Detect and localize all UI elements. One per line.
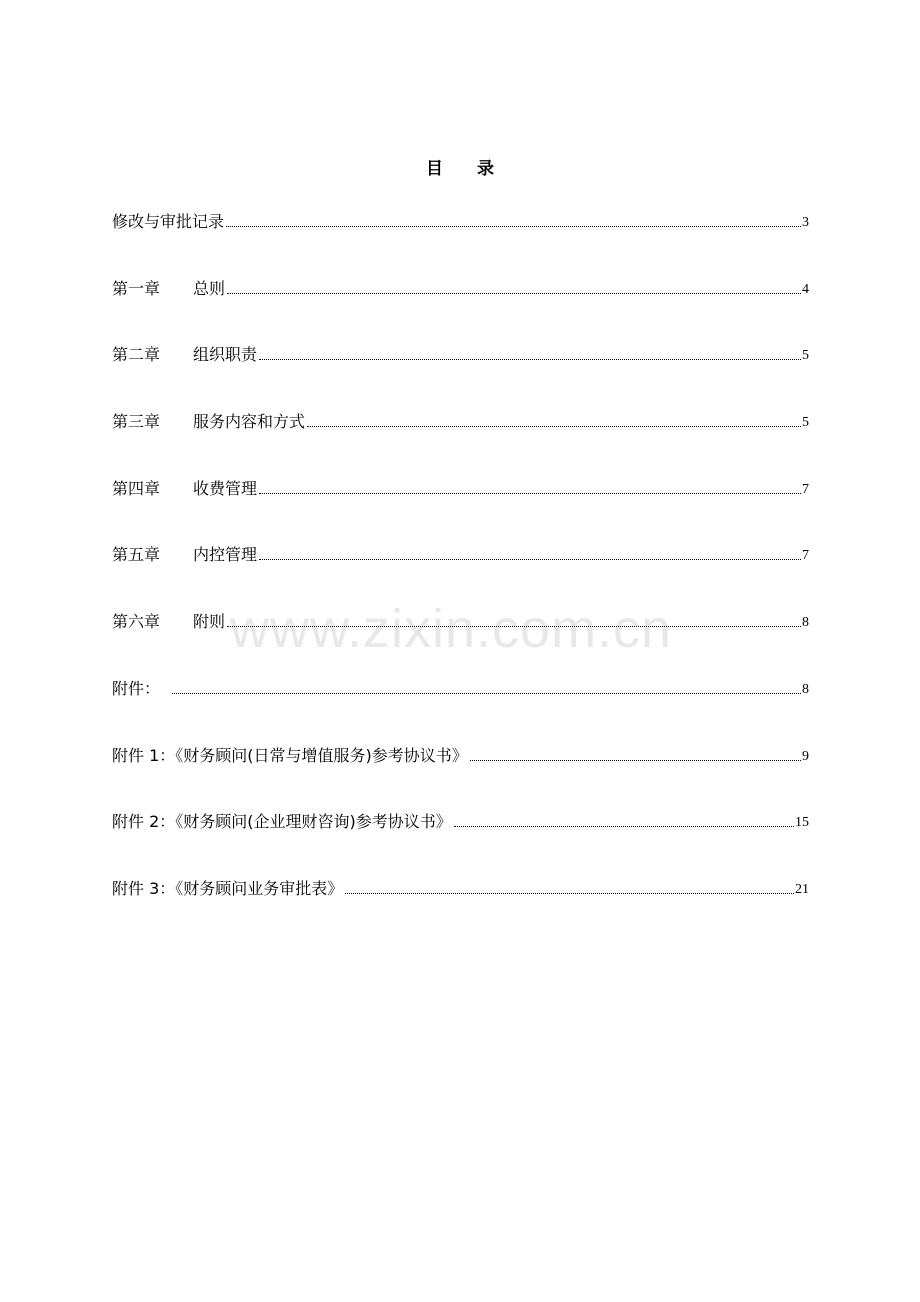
toc-page-number: 4	[802, 281, 809, 297]
toc-entry-chapter-2[interactable]	[112, 341, 809, 408]
toc-page-number: 15	[795, 815, 809, 831]
toc-entry-label	[112, 275, 225, 303]
toc-entry-title: 修改与审批记录	[112, 212, 225, 231]
toc-dot-leader	[227, 608, 801, 627]
toc-entry-title: 附件 3：《财务顾问业务审批表》	[112, 878, 344, 898]
toc-entry-chapter-4[interactable]	[112, 475, 809, 542]
toc-dot-leader	[172, 675, 801, 694]
toc-entry-appendix-2[interactable]	[112, 808, 809, 875]
toc-entry-appendices[interactable]	[112, 675, 809, 742]
toc-entry-label	[112, 341, 257, 369]
toc-page-number: 3	[802, 215, 809, 230]
toc-entry-chapter-1[interactable]	[112, 275, 809, 342]
toc-chapter-number: 第一章	[112, 278, 161, 298]
toc-entry-chapter-3[interactable]	[112, 408, 809, 475]
toc-entry-title: 收费管理	[193, 478, 258, 498]
toc-entry-label	[112, 475, 257, 503]
toc-dot-leader	[259, 475, 801, 494]
toc-entry-title: 附则	[193, 612, 226, 632]
toc-dot-leader	[227, 275, 801, 294]
toc-dot-leader	[307, 408, 801, 427]
toc-dot-leader	[259, 341, 801, 360]
toc-page-number: 7	[802, 548, 809, 564]
toc-entry-chapter-6[interactable]	[112, 608, 809, 675]
toc-entry-chapter-5[interactable]	[112, 541, 809, 608]
watermark-text: www.zixin.com.cn	[230, 599, 673, 659]
toc-title	[0, 154, 920, 179]
toc-entry-label	[112, 808, 452, 836]
toc-entry-title: 组织职责	[193, 345, 258, 365]
toc-page-number: 8	[802, 681, 809, 697]
toc-page-number: 7	[802, 481, 809, 497]
toc-title-part1: 目	[426, 159, 443, 179]
toc-entry-title: 服务内容和方式	[193, 412, 306, 432]
toc-dot-leader	[454, 808, 794, 827]
toc-chapter-number: 第六章	[112, 612, 161, 632]
toc-dot-leader	[345, 875, 794, 894]
toc-entry-label	[112, 541, 257, 569]
toc-entry-title: 附件 2：《财务顾问(企业理财咨询)参考协议书》	[112, 812, 452, 832]
toc-entry-label	[112, 608, 225, 636]
toc-entry-title: 总则	[193, 278, 226, 298]
toc-page-number: 9	[802, 748, 809, 764]
toc-list	[112, 208, 809, 942]
toc-entry-label	[112, 208, 224, 236]
toc-entry-label	[112, 742, 468, 770]
toc-chapter-number: 第三章	[112, 412, 161, 432]
toc-title-part2: 录	[477, 159, 494, 179]
toc-entry-label	[112, 875, 343, 903]
toc-dot-leader	[226, 208, 801, 227]
toc-dot-leader	[259, 541, 801, 560]
toc-chapter-number: 第五章	[112, 545, 161, 565]
toc-entry-title: 内控管理	[193, 545, 258, 565]
toc-page-number: 21	[795, 881, 809, 897]
toc-page-number: 5	[802, 348, 809, 364]
toc-entry-appendix-1[interactable]	[112, 742, 809, 809]
toc-dot-leader	[470, 742, 801, 761]
toc-entry-revision-record[interactable]	[112, 208, 809, 275]
toc-entry-label	[112, 408, 305, 436]
toc-entry-title: 附件：	[112, 678, 161, 698]
toc-page-number: 5	[802, 415, 809, 431]
toc-entry-title: 附件 1：《财务顾问(日常与增值服务)参考协议书》	[112, 745, 468, 765]
toc-page-number: 8	[802, 615, 809, 631]
toc-chapter-number: 第二章	[112, 345, 161, 365]
toc-chapter-number: 第四章	[112, 478, 161, 498]
toc-entry-appendix-3[interactable]	[112, 875, 809, 942]
toc-entry-label	[112, 675, 160, 703]
